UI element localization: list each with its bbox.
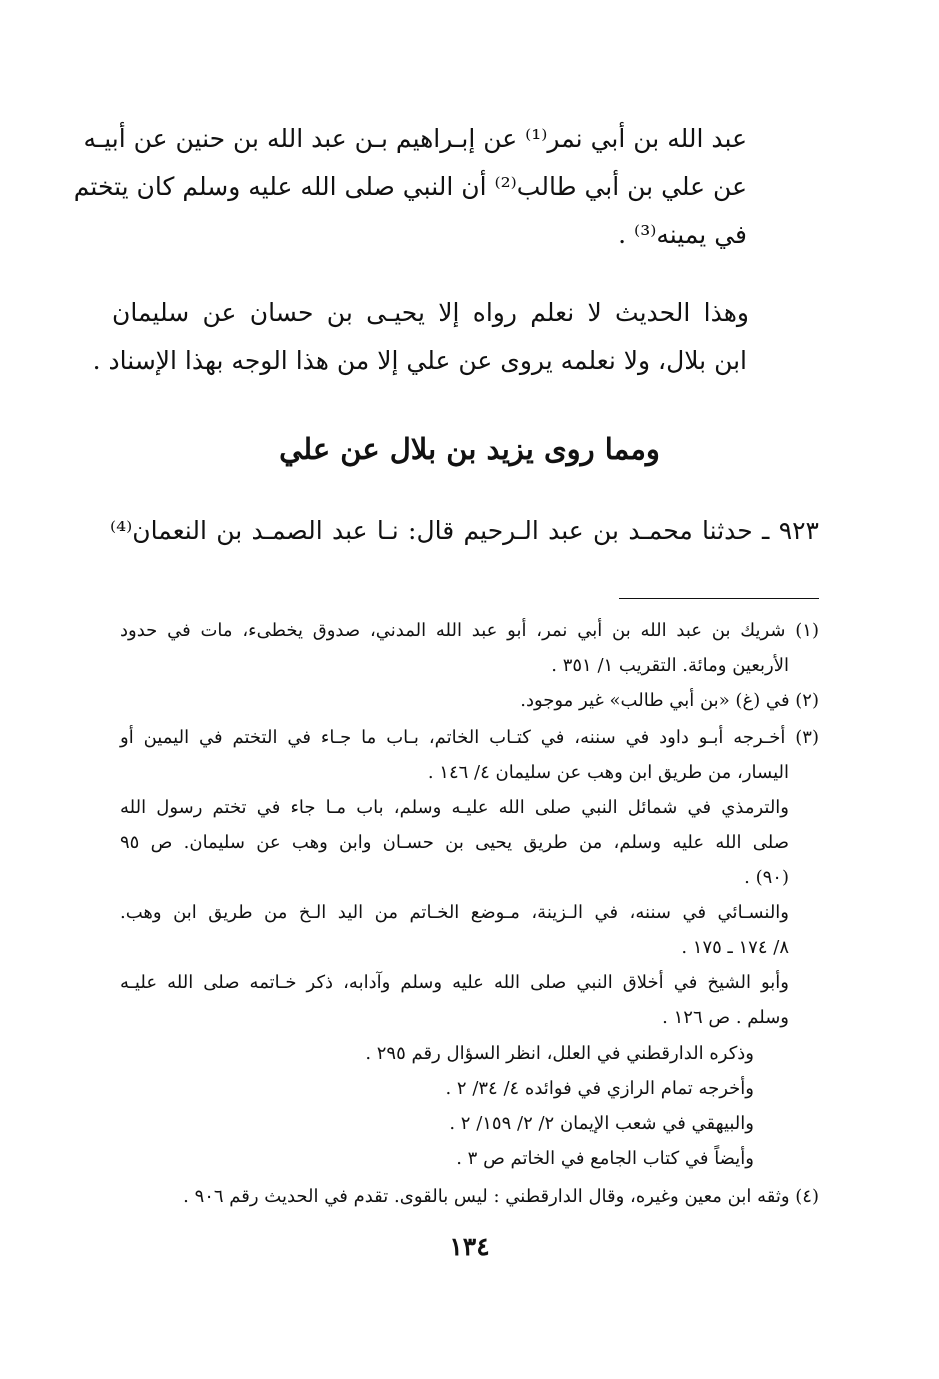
footnote-3-line-1: (٣) أخـرجه أبـو داود في سننه، في كتـاب الخاتم، بـاب ما جـاء في التختم في اليمين أو [120, 727, 819, 748]
footnote-3-line-10: وذكره الدارقطني في العلل، انظر السؤال رقم ٢٩٥ . [365, 1043, 754, 1064]
footnote-3-line-6: والنسـائي في سننه، في الـزينة، مـوضع الخـاتم من اليد الـخ من طريق ابن وهب. [120, 902, 789, 923]
page-number: ١٣٤ [449, 1232, 490, 1261]
footnote-3-line-12: والبيهقي في شعب الإيمان ٢/ ٢/ ١٥٩/ ٢ . [449, 1113, 754, 1134]
footnote-3-line-4: صلى الله عليه وسلم، من طريق يحيى بن حسـان وابن وهب عن سليمان. ص ٩٥ [120, 832, 789, 853]
footnote-3-line-9: وسلم . ص ١٢٦ . [662, 1007, 789, 1028]
footnote-1-line-1: (١) شريك بن عبد الله بن أبي نمر، أبو عبد الله المدني، صدوق يخطىء، مات في حدود [120, 620, 819, 641]
footnote-2: (٢) في (غ) «بن أبي طالب» غير موجود. [520, 690, 819, 711]
body-line-1: عبد الله بن أبي نمر⁽¹⁾ عن إبـراهيم بـن عبد الله بن حنين عن أبيـه [83, 124, 747, 153]
footnote-1-line-2: الأربعين ومائة. التقريب ١/ ٣٥١ . [551, 655, 789, 676]
footnote-3-line-5: (٩٠) . [744, 867, 789, 888]
section-heading: ومما روى يزيد بن بلال عن علي [279, 432, 660, 466]
hadith-entry-923: ٩٢٣ ـ حدثنا محمـد بن عبد الـرحيم قال: نـا عبد الصمـد بن النعمان⁽⁴⁾ [110, 516, 819, 545]
footnote-3-line-11: وأخرجه تمام الرازي في فوائده ٤/ ٣٤/ ٢ . [445, 1078, 754, 1099]
footnote-3-line-7: ٨/ ١٧٤ ـ ١٧٥ . [681, 937, 789, 958]
body-line-3: في يمينه⁽³⁾ . [618, 220, 747, 249]
footnote-3-line-2: اليسار، من طريق ابن وهب عن سليمان ٤/ ١٤٦ . [427, 762, 789, 783]
commentary-line-1: وهذا الحديث لا نعلم رواه إلا يحيـى بن حسان عن سليمان [112, 298, 749, 327]
footnote-separator [619, 598, 819, 599]
footnote-3-line-8: وأبو الشيخ في أخلاق النبي صلى الله عليه وسلم وآدابه، ذكر خـاتمه صلى الله عليـه [120, 972, 789, 993]
footnote-3-line-3: والترمذي في شمائل النبي صلى الله عليـه وسلم، باب مـا جاء في تختم رسول الله [120, 797, 789, 818]
body-line-2: عن علي بن أبي طالب⁽²⁾ أن النبي صلى الله عليه وسلم كان يتختم [73, 172, 747, 201]
footnote-3-line-13: وأيضاً في كتاب الجامع في الخاتم ص ٣ . [456, 1148, 754, 1169]
commentary-line-2: ابن بلال، ولا نعلمه يروى عن علي إلا من هذا الوجه بهذا الإسناد . [92, 346, 747, 375]
footnote-4: (٤) وثقه ابن معين وغيره، وقال الدارقطني : ليس بالقوى. تقدم في الحديث رقم ٩٠٦ . [183, 1186, 819, 1207]
